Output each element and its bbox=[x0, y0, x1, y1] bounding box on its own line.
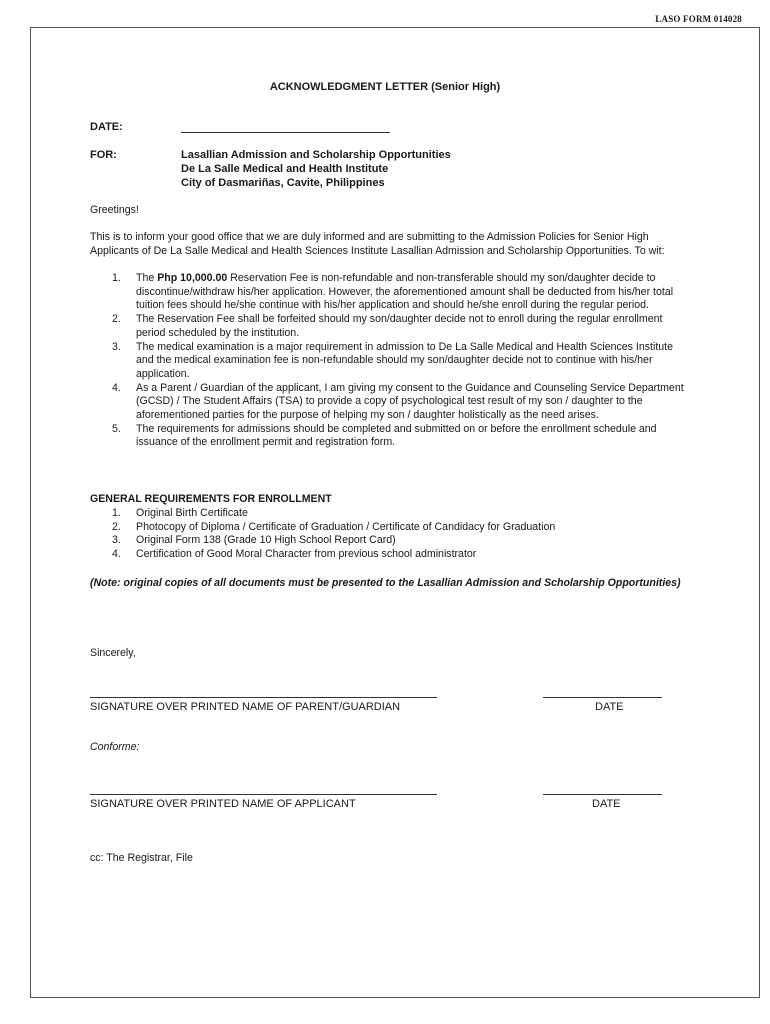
list-item bbox=[90, 548, 690, 562]
list-item bbox=[90, 423, 690, 450]
letter-title: ACKNOWLEDGMENT LETTER (Senior High) bbox=[269, 81, 501, 93]
documents-note: (Note: original copies of all documents must be presented to the Lasallian Admission and Scholarship Opportunities) bbox=[90, 577, 681, 589]
applicant-date-line[interactable] bbox=[543, 794, 662, 795]
item-number: 4. bbox=[112, 381, 121, 394]
item-number: 3. bbox=[112, 534, 121, 547]
item-text: Reservation Fee is non-refundable and non-transferable should my son/daughter decide to discontinue/withdraw his/her application. However, the aforementioned amount shall be deducted from his/her total tuition fees should he/she continue with his/her application and should he/she enroll during the regular period. bbox=[136, 272, 674, 312]
item-text: Photocopy of Diploma / Certificate of Graduation / Certificate of Candidacy for Graduation bbox=[136, 520, 556, 533]
item-text: The medical examination is a major requirement in admission to De La Salle Medical and Health Sciences Institute and the medical examination fee is non-refundable should my son/daughter decide not to continue with his/her application. bbox=[136, 340, 674, 380]
cc-line: cc: The Registrar, File bbox=[90, 852, 193, 864]
intro-paragraph: This is to inform your good office that we are duly informed and are submitting to the Admission Policies for Senior High Applicants of De La Salle Medical and Health Sciences Institute Lasallian Admission and Scholarship Opportunities. To wit: bbox=[90, 231, 665, 257]
item-number: 2. bbox=[112, 313, 121, 326]
item-number: 1. bbox=[112, 272, 121, 284]
parent-signature-label: SIGNATURE OVER PRINTED NAME OF PARENT/GUARDIAN bbox=[90, 701, 401, 713]
requirements-heading: GENERAL REQUIREMENTS FOR ENROLLMENT bbox=[90, 493, 332, 505]
list-item bbox=[90, 521, 690, 535]
date-label: DATE: bbox=[90, 121, 123, 133]
for-row bbox=[90, 149, 690, 193]
item-number: 5. bbox=[112, 422, 121, 435]
item-number: 4. bbox=[112, 548, 121, 561]
list-item bbox=[90, 534, 690, 548]
date-row bbox=[90, 121, 690, 135]
requirements-list bbox=[90, 507, 690, 562]
reservation-fee-amount: Php 10,000.00 bbox=[157, 272, 228, 284]
closing: Sincerely, bbox=[90, 647, 136, 659]
item-text: Original Birth Certificate bbox=[136, 507, 248, 519]
list-item bbox=[90, 272, 690, 313]
conforme: Conforme: bbox=[90, 741, 140, 753]
list-item bbox=[90, 382, 690, 423]
applicant-date-label: DATE bbox=[592, 798, 621, 810]
recipient-line-1: Lasallian Admission and Scholarship Opportunities bbox=[181, 149, 451, 161]
item-text: The requirements for admissions should be completed and submitted on or before the enrollment schedule and issuance of the enrollment permit and registration form. bbox=[136, 422, 657, 449]
greeting: Greetings! bbox=[90, 204, 139, 216]
item-text: As a Parent / Guardian of the applicant, I am giving my consent to the Guidance and Counseling Service Department (GCSD) / The Student Affairs (TSA) to provide a copy of psychological test result of my son / daughter to the aforementioned parties for the purpose of helping my son / daughter holistically as the need arises. bbox=[136, 381, 684, 422]
applicant-signature-line[interactable] bbox=[90, 794, 437, 795]
list-item bbox=[90, 341, 690, 382]
item-text: Original Form 138 (Grade 10 High School Report Card) bbox=[136, 534, 396, 547]
form-code: LASO FORM 014028 bbox=[655, 14, 742, 24]
recipient-line-2: De La Salle Medical and Health Institute bbox=[181, 163, 389, 175]
applicant-signature-label: SIGNATURE OVER PRINTED NAME OF APPLICANT bbox=[90, 798, 356, 810]
item-number: 1. bbox=[112, 507, 121, 519]
recipient-line-3: City of Dasmariñas, Cavite, Philippines bbox=[181, 177, 385, 189]
policy-list bbox=[90, 272, 690, 450]
item-text: The Reservation Fee shall be forfeited should my son/daughter decide not to enroll during the regular enrollment period scheduled by the institution. bbox=[136, 313, 663, 339]
list-item bbox=[90, 507, 690, 521]
list-item bbox=[90, 313, 690, 340]
item-number: 2. bbox=[112, 520, 121, 533]
item-number: 3. bbox=[112, 340, 121, 353]
item-text: The bbox=[136, 272, 158, 284]
parent-signature-line[interactable] bbox=[90, 697, 437, 698]
parent-date-label: DATE bbox=[595, 701, 624, 713]
date-blank-field[interactable] bbox=[181, 132, 390, 133]
item-text: Certification of Good Moral Character from previous school administrator bbox=[136, 548, 477, 561]
parent-date-line[interactable] bbox=[543, 697, 662, 698]
for-label: FOR: bbox=[90, 149, 117, 161]
